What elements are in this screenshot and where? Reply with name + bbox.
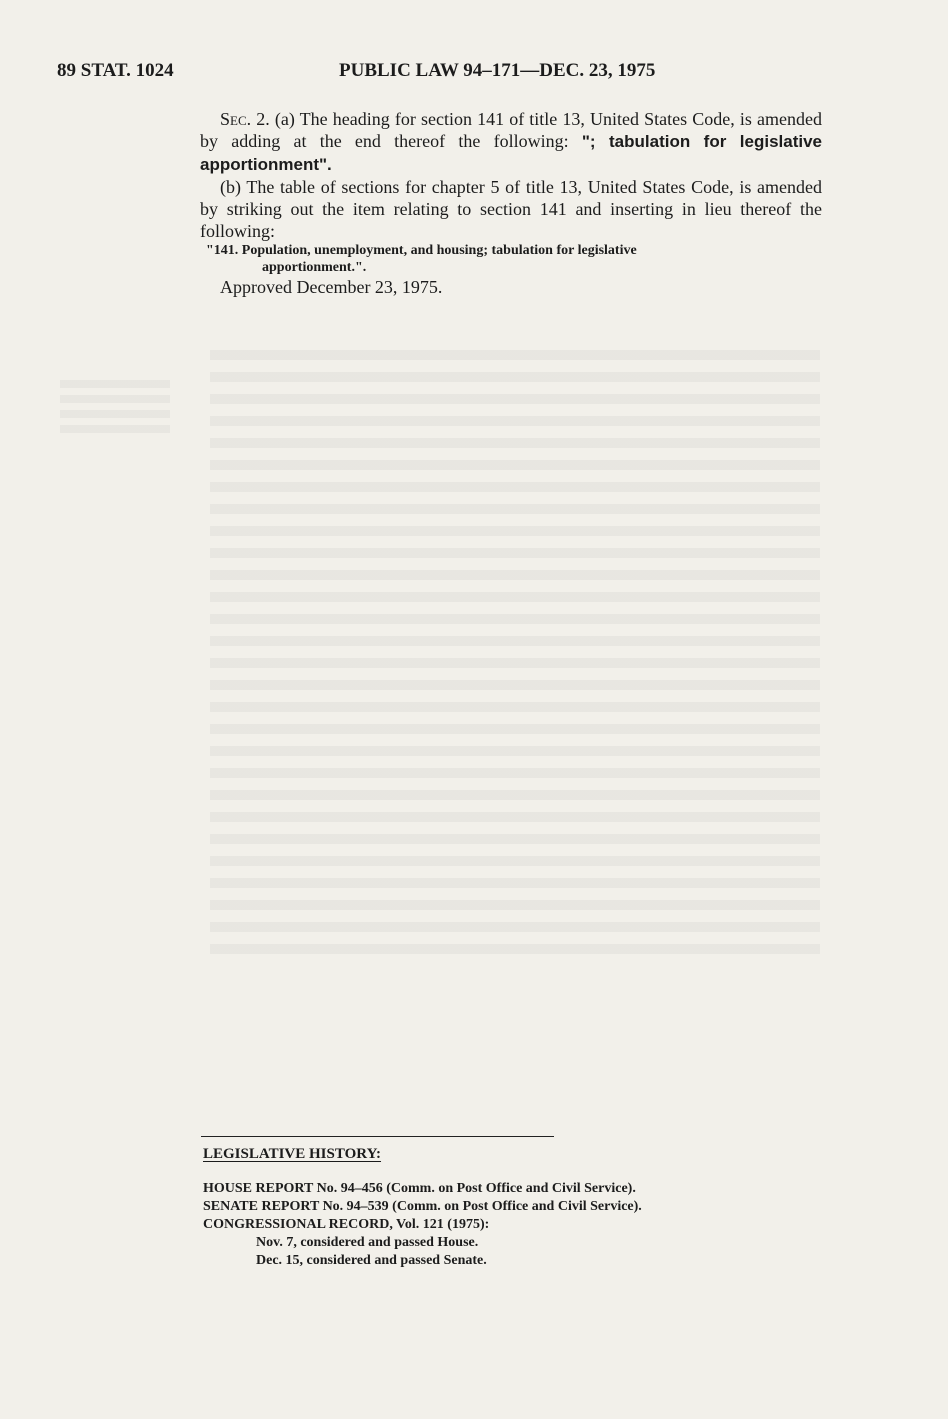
show-through-margin-note (60, 380, 170, 440)
heading-addition: "; tabulation for legislative apportionment". (200, 132, 823, 174)
law-title: PUBLIC LAW 94–171—DEC. 23, 1975 (339, 60, 656, 81)
section-body (200, 108, 822, 298)
quote-line-2: apportionment.". (262, 260, 367, 275)
history-events (203, 1234, 763, 1270)
history-record: HOUSE REPORT No. 94–456 (Comm. on Post Office and Civil Service). (203, 1181, 636, 1196)
history-event: Nov. 7, considered and passed House. (256, 1235, 479, 1250)
history-event: Dec. 15, considered and passed Senate. (256, 1253, 487, 1268)
section-2a-text: . 2. (a) The heading for section 141 of title 13, United States Code, is amended by adding at the end thereof the following: (200, 109, 822, 151)
history-title: LEGISLATIVE HISTORY: (203, 1146, 382, 1162)
quote-line-1: "141. Population, unemployment, and housing; tabulation for legislative (206, 243, 637, 258)
history-record: SENATE REPORT No. 94–539 (Comm. on Post Office and Civil Service). (203, 1199, 642, 1214)
section-2a (200, 108, 822, 176)
history-records (203, 1180, 763, 1234)
table-entry-quote (200, 242, 822, 276)
show-through-text (210, 350, 820, 960)
section-2b: (b) The table of sections for chapter 5 of title 13, United States Code, is amended by striking out the item relating to section 141 and inserting in lieu thereof the following: (200, 177, 822, 241)
history-record: CONGRESSIONAL RECORD, Vol. 121 (1975): (203, 1217, 490, 1232)
legislative-history (203, 1145, 763, 1270)
approval-date: Approved December 23, 1975. (220, 277, 443, 297)
statute-citation: 89 STAT. 1024 (57, 60, 174, 81)
section-label: Sec (220, 109, 247, 129)
history-divider (201, 1136, 554, 1137)
